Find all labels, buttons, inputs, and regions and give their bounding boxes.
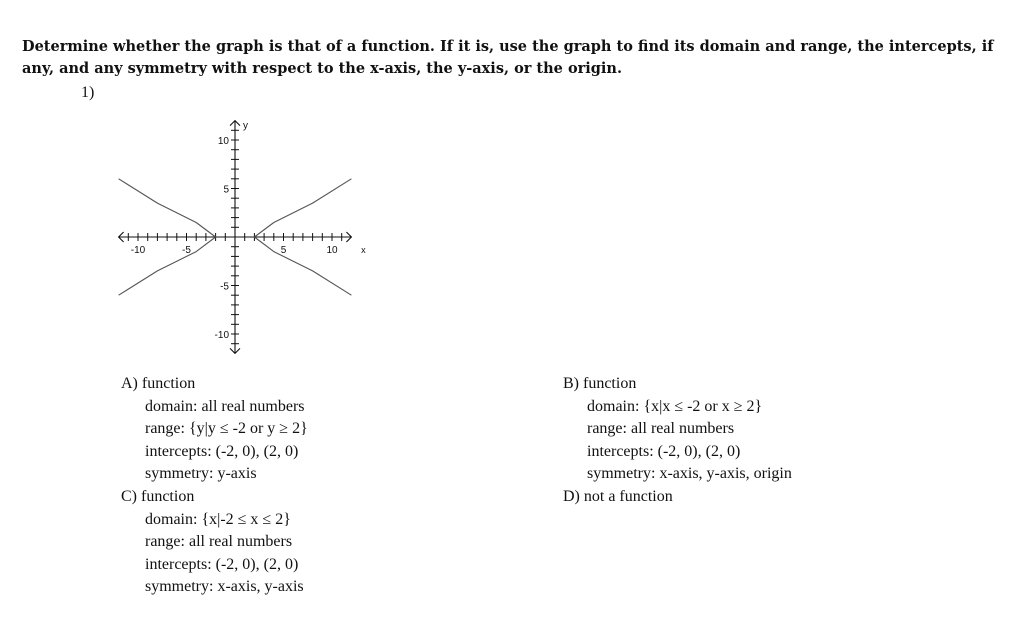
tick-labels — [131, 121, 366, 341]
y-tick-label: 5 — [223, 184, 229, 196]
x-axis-label: x — [361, 245, 366, 255]
choice-b-line: intercepts: (-2, 0), (2, 0) — [587, 442, 741, 460]
choice-a-line: symmetry: y-axis — [145, 465, 257, 483]
choice-a-line: domain: all real numbers — [145, 397, 305, 415]
choice-d-head: D) not a function — [563, 488, 673, 505]
y-tick-label: 10 — [217, 136, 229, 147]
choice-d[interactable] — [563, 486, 673, 509]
choice-a[interactable] — [121, 373, 308, 486]
x-tick-label: -10 — [130, 245, 146, 256]
y-axis-label: y — [243, 120, 248, 132]
choice-c-line: domain: {x|-2 ≤ x ≤ 2} — [145, 510, 291, 528]
choice-b[interactable] — [563, 373, 792, 486]
choice-a-line: intercepts: (-2, 0), (2, 0) — [145, 442, 299, 460]
y-tick-label: -10 — [214, 330, 229, 341]
axes — [119, 121, 352, 354]
x-tick-label: 10 — [326, 245, 338, 256]
x-tick-label: 5 — [280, 245, 287, 256]
choice-b-line: range: all real numbers — [587, 420, 735, 438]
choice-a-line: range: {y|y ≤ -2 or y ≥ 2} — [145, 420, 308, 438]
choice-c-line: range: all real numbers — [145, 533, 293, 551]
choice-c[interactable] — [121, 486, 304, 599]
question-prompt: Determine whether the graph is that of a function. If it is, use the graph to find its domain and range, the intercepts, if any, and any symmetry with respect to the x-axis, the y-axis, or the origin. — [22, 38, 994, 77]
choice-c-head: C) function — [121, 488, 195, 505]
curve-upper-left-branch — [119, 179, 216, 237]
graph — [96, 100, 386, 370]
question-number: 1) — [81, 84, 95, 101]
choice-a-head: A) function — [121, 375, 196, 392]
choice-b-head: B) function — [563, 375, 637, 392]
curve-upper-right-branch — [254, 179, 351, 237]
choice-b-line: domain: {x|x ≤ -2 or x ≥ 2} — [587, 397, 763, 415]
choice-c-line: intercepts: (-2, 0), (2, 0) — [145, 555, 299, 573]
x-tick-label: -5 — [182, 245, 191, 256]
choice-c-line: symmetry: x-axis, y-axis — [145, 578, 304, 596]
y-tick-label: -5 — [220, 281, 229, 293]
choice-b-line: symmetry: x-axis, y-axis, origin — [587, 465, 792, 483]
